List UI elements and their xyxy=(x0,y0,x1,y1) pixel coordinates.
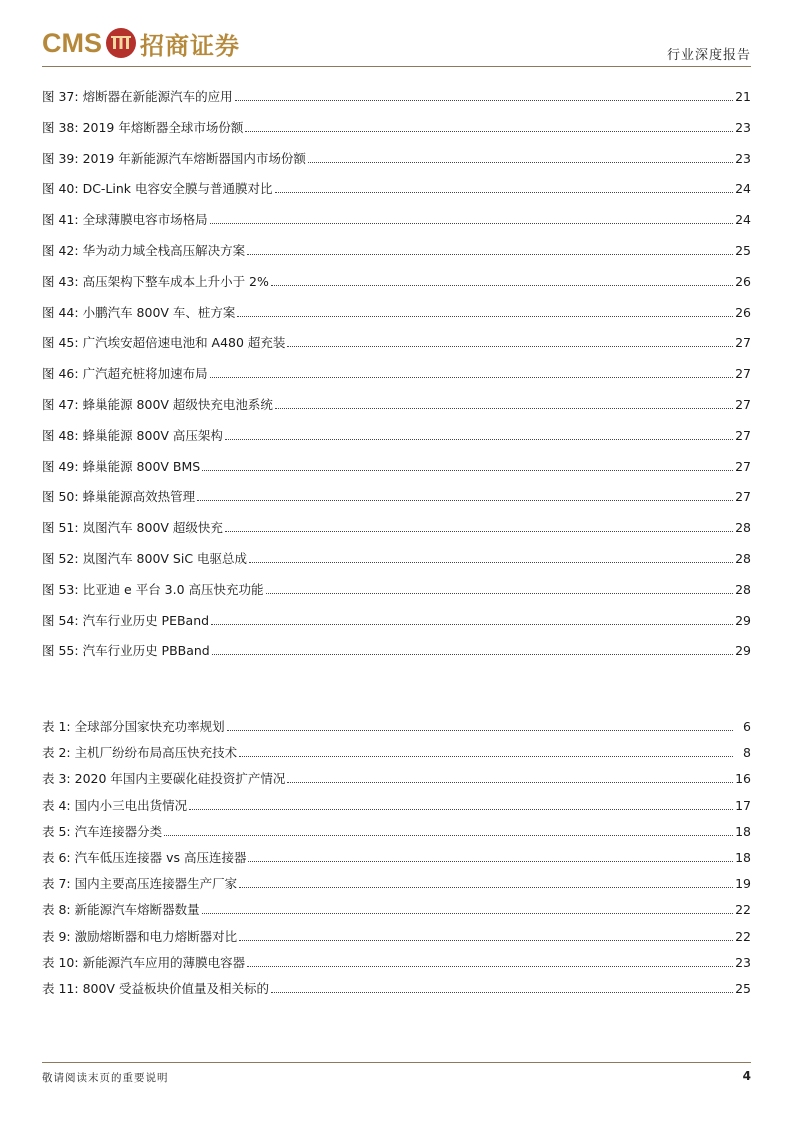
dot-leader xyxy=(287,346,733,347)
logo-chinese-name: 招商证券 xyxy=(140,30,240,60)
toc-entry-page: 18 xyxy=(735,823,751,839)
toc-entry[interactable] xyxy=(42,547,751,567)
dot-leader xyxy=(271,285,733,286)
toc-entry-title: 表 7: 国内主要高压连接器生产厂家 xyxy=(42,876,238,892)
dot-leader xyxy=(275,192,734,193)
toc-entry-page: 18 xyxy=(735,850,751,865)
dot-leader xyxy=(275,408,733,409)
dot-leader xyxy=(210,223,733,224)
toc-entry-title: 表 4: 国内小三电出货情况 xyxy=(42,797,188,813)
toc-entry-page: 19 xyxy=(735,876,751,892)
toc-entry-title: 表 9: 激励熔断器和电力熔断器对比 xyxy=(42,928,238,944)
toc-entry[interactable] xyxy=(42,301,751,321)
toc-entry-page: 26 xyxy=(735,304,751,320)
logo-text: CMS xyxy=(42,27,102,58)
toc-entry[interactable] xyxy=(42,872,751,892)
toc-entry[interactable] xyxy=(42,393,751,413)
dot-leader xyxy=(239,887,733,888)
toc-entry-title: 表 5: 汽车连接器分类 xyxy=(42,823,163,839)
toc-entry-title: 图 53: 比亚迪 e 平台 3.0 高压快充功能 xyxy=(42,581,264,597)
toc-entry-page: 26 xyxy=(735,273,751,289)
toc-entry-title: 图 45: 广汽埃安超倍速电池和 A480 超充装 xyxy=(42,335,286,351)
dot-leader xyxy=(248,861,733,862)
dot-leader xyxy=(266,593,733,594)
toc-entry-page: 27 xyxy=(735,335,751,351)
toc-entry[interactable] xyxy=(42,767,751,787)
footer-notice: 敬请阅读末页的重要说明 xyxy=(42,1072,169,1084)
dot-leader xyxy=(239,940,733,941)
dot-leader xyxy=(308,162,733,163)
toc-entry[interactable] xyxy=(42,239,751,259)
toc-entry-title: 图 48: 蜂巢能源 800V 高压架构 xyxy=(42,427,223,443)
toc-entry[interactable] xyxy=(42,609,751,629)
toc-entry[interactable] xyxy=(42,578,751,598)
toc-entry[interactable] xyxy=(42,715,751,735)
dot-leader xyxy=(164,835,733,836)
toc-entry-page: 23 xyxy=(735,150,751,166)
toc-entry[interactable] xyxy=(42,951,751,971)
toc-entry-title: 图 51: 岚图汽车 800V 超级快充 xyxy=(42,520,223,536)
toc-entry[interactable] xyxy=(42,516,751,536)
dot-leader xyxy=(210,377,733,378)
toc-entry[interactable] xyxy=(42,85,751,105)
report-type: 行业深度报告 xyxy=(666,48,751,63)
toc-entry-page: 24 xyxy=(735,181,751,197)
toc-entry[interactable] xyxy=(42,794,751,814)
toc-entry-title: 图 43: 高压架构下整车成本上升小于 2% xyxy=(42,273,269,289)
page-number: 4 xyxy=(742,1069,751,1083)
toc-entry-title: 图 49: 蜂巢能源 800V BMS xyxy=(42,458,201,474)
toc-entry-title: 图 38: 2019 年熔断器全球市场份额 xyxy=(42,119,244,135)
toc-entry-page: 25 xyxy=(735,981,751,996)
toc-entry-title: 表 11: 800V 受益板块价值量及相关标的 xyxy=(42,981,269,996)
toc-entry[interactable] xyxy=(42,270,751,290)
toc-entry-page: 28 xyxy=(735,581,751,597)
dot-leader xyxy=(189,809,733,810)
page-footer xyxy=(42,1062,751,1091)
page-header xyxy=(42,22,751,67)
toc-entry[interactable] xyxy=(42,116,751,136)
dot-leader xyxy=(212,654,733,655)
toc-entry[interactable] xyxy=(42,846,751,866)
toc-entry-page: 6 xyxy=(743,719,751,734)
dot-leader xyxy=(227,730,733,731)
toc-entry-title: 图 46: 广汽超充桩将加速布局 xyxy=(42,366,208,382)
toc-entry-title: 图 50: 蜂巢能源高效热管理 xyxy=(42,489,196,505)
toc-entry-title: 图 40: DC-Link 电容安全膜与普通膜对比 xyxy=(42,181,273,197)
toc-entry[interactable] xyxy=(42,455,751,475)
toc-entry[interactable] xyxy=(42,177,751,197)
dot-leader xyxy=(211,624,733,625)
toc-entry-page: 27 xyxy=(735,458,751,474)
toc-entry-title: 图 37: 熔断器在新能源汽车的应用 xyxy=(42,89,233,104)
dot-leader xyxy=(247,254,733,255)
toc-entry-title: 图 47: 蜂巢能源 800V 超级快充电池系统 xyxy=(42,397,273,412)
toc-entry-page: 24 xyxy=(735,212,751,228)
toc-entry-page: 29 xyxy=(735,643,751,659)
dot-leader xyxy=(247,966,733,967)
toc-entry-title: 图 54: 汽车行业历史 PEBand xyxy=(42,612,210,628)
toc-entry-page: 8 xyxy=(743,745,751,761)
toc-entry-page: 28 xyxy=(735,551,751,566)
toc-entry-page: 25 xyxy=(735,243,751,258)
toc-entry-title: 表 2: 主机厂纷纷布局高压快充技术 xyxy=(42,745,238,761)
toc-entry[interactable] xyxy=(42,741,751,761)
toc-entry[interactable] xyxy=(42,147,751,167)
dot-leader xyxy=(225,531,733,532)
toc-entry[interactable] xyxy=(42,424,751,444)
toc-entry-page: 16 xyxy=(735,771,751,787)
toc-entry-title: 图 52: 岚图汽车 800V SiC 电驱总成 xyxy=(42,551,248,566)
toc-entry-page: 27 xyxy=(735,397,751,412)
dot-leader xyxy=(197,500,733,501)
toc-entry-title: 表 1: 全球部分国家快充功率规划 xyxy=(42,719,225,734)
toc-entry-page: 22 xyxy=(735,928,751,944)
toc-entry-title: 表 6: 汽车低压连接器 vs 高压连接器 xyxy=(42,850,247,865)
toc-entry-title: 表 3: 2020 年国内主要碳化硅投资扩产情况 xyxy=(42,771,286,787)
dot-leader xyxy=(287,782,733,783)
toc-entry-page: 27 xyxy=(735,489,751,505)
toc-entry[interactable] xyxy=(42,898,751,918)
dot-leader xyxy=(235,100,733,101)
toc-entry-title: 图 42: 华为动力域全栈高压解决方案 xyxy=(42,243,246,258)
toc-entry-page: 28 xyxy=(735,520,751,536)
dot-leader xyxy=(271,992,733,993)
toc-entry-page: 23 xyxy=(735,119,751,135)
toc-entry-page: 22 xyxy=(735,902,751,918)
toc-entry-page: 27 xyxy=(735,427,751,443)
toc-entry-title: 图 44: 小鹏汽车 800V 车、桩方案 xyxy=(42,304,236,320)
toc-entry[interactable] xyxy=(42,977,751,997)
toc-entry-title: 表 10: 新能源汽车应用的薄膜电容器 xyxy=(42,954,246,970)
toc-entry-page: 29 xyxy=(735,612,751,628)
dot-leader xyxy=(245,131,733,132)
dot-leader xyxy=(237,316,733,317)
toc-entry-page: 27 xyxy=(735,366,751,382)
toc-entry-page: 21 xyxy=(735,89,751,104)
toc-entry-page: 23 xyxy=(735,954,751,970)
company-logo xyxy=(42,26,240,60)
toc-entry[interactable] xyxy=(42,820,751,840)
toc-entry[interactable] xyxy=(42,362,751,382)
dot-leader xyxy=(202,913,733,914)
toc-entry-title: 图 39: 2019 年新能源汽车熔断器国内市场份额 xyxy=(42,150,306,166)
toc-entry[interactable] xyxy=(42,639,751,659)
dot-leader xyxy=(249,562,733,563)
toc-entry[interactable] xyxy=(42,925,751,945)
toc-entry[interactable] xyxy=(42,485,751,505)
dot-leader xyxy=(239,756,733,757)
toc-entry-title: 图 55: 汽车行业历史 PBBand xyxy=(42,643,210,659)
toc-entry-title: 表 8: 新能源汽车熔断器数量 xyxy=(42,902,200,918)
toc-entry[interactable] xyxy=(42,331,751,351)
toc-entry[interactable] xyxy=(42,208,751,228)
dot-leader xyxy=(202,470,733,471)
toc-entry-title: 图 41: 全球薄膜电容市场格局 xyxy=(42,212,208,228)
dot-leader xyxy=(225,439,733,440)
logo-seal-icon xyxy=(106,28,136,58)
toc-entry-page: 17 xyxy=(735,797,751,813)
